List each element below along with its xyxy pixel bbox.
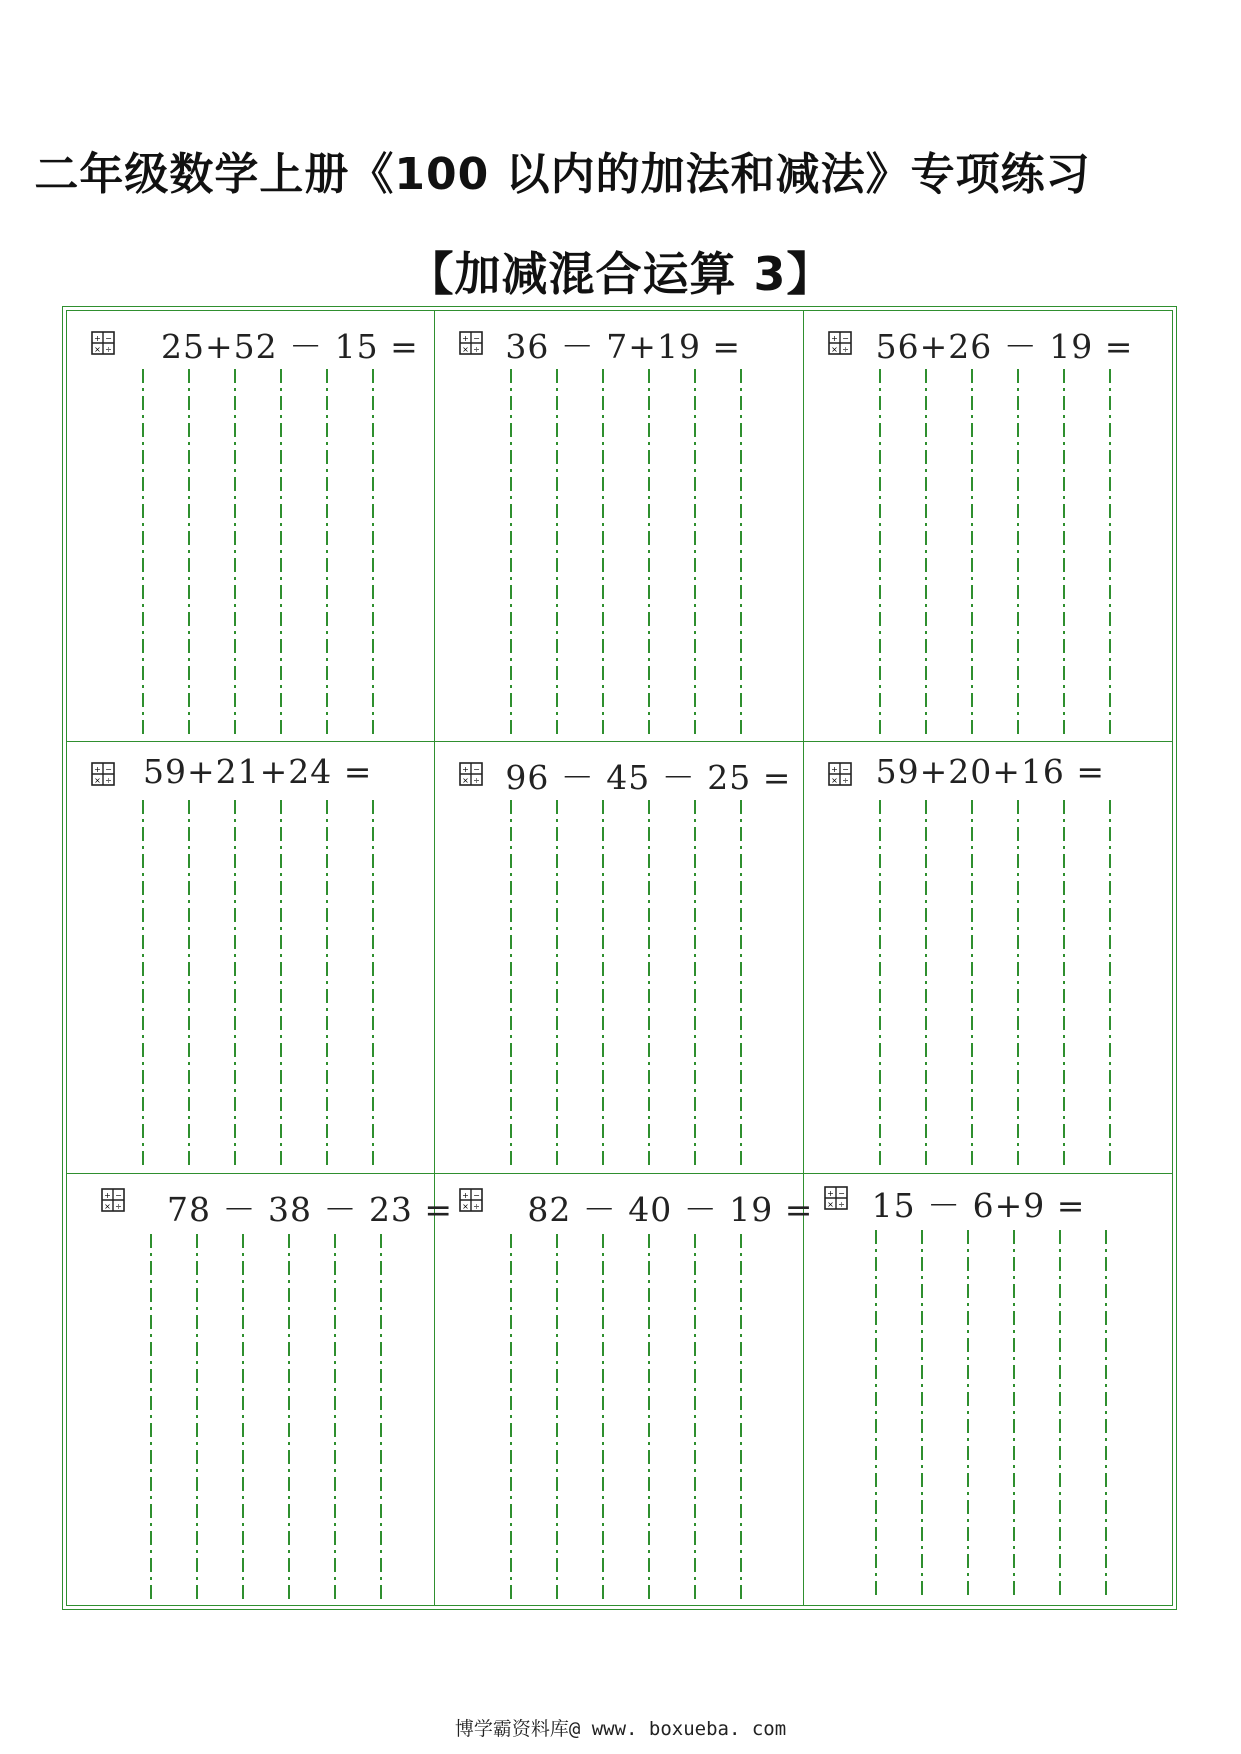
problem-text: 59+20+16 = [875,752,1106,792]
guide-lines [137,800,377,1170]
guide-lines [505,369,745,739]
svg-text:+: + [830,334,838,343]
calculator-icon [824,1186,848,1210]
problem-text: 96 － 45 － 25 = [505,758,792,798]
page-title: 二年级数学上册《100 以内的加法和减法》专项练习 [34,149,1091,200]
guide-lines [874,369,1114,739]
svg-text:×: × [462,1201,470,1211]
problem-cell [435,742,803,1173]
svg-text:×: × [830,345,838,354]
svg-text:−: − [841,334,849,343]
svg-text:+: + [94,334,101,343]
svg-text:−: − [105,765,112,775]
svg-text:+: + [826,1188,834,1198]
svg-text:−: − [841,765,849,775]
page-subtitle: 【加减混合运算 3】 [407,247,834,301]
svg-text:×: × [462,776,470,786]
problem-cell [804,1174,1172,1605]
problem-cell [804,311,1172,742]
svg-text:+: + [830,765,838,775]
svg-text:÷: ÷ [115,1201,122,1211]
problem-text: 36 － 7+19 = [505,327,742,366]
problem-text: 56+26 － 19 = [875,327,1134,366]
calculator-icon [828,331,852,355]
svg-text:÷: ÷ [473,345,481,354]
svg-text:÷: ÷ [841,776,849,786]
problem-text: 78 － 38 － 23 = [167,1189,454,1229]
svg-text:−: − [837,1188,845,1198]
svg-text:×: × [462,345,470,354]
calculator-icon [459,331,483,355]
guide-lines [874,800,1114,1170]
problem-text: 59+21+24 = [143,752,373,792]
calculator-icon [459,762,483,786]
problem-text: 82 － 40 － 19 = [527,1189,814,1229]
problem-cell [67,1174,454,1605]
calculator-icon [91,762,115,786]
svg-text:+: + [462,765,470,775]
svg-text:−: − [473,765,481,775]
svg-text:+: + [94,765,101,775]
svg-text:+: + [462,1190,470,1200]
svg-text:−: − [473,1190,481,1200]
svg-text:×: × [830,776,838,786]
svg-text:÷: ÷ [473,776,481,786]
svg-text:÷: ÷ [105,776,112,786]
svg-text:−: − [105,334,112,343]
problem-cell [67,742,435,1173]
svg-text:÷: ÷ [837,1199,845,1209]
svg-text:×: × [94,776,101,786]
problem-cell [804,742,1172,1173]
calculator-icon [828,762,852,786]
svg-text:−: − [473,334,481,343]
guide-lines [505,800,745,1170]
problem-text: 25+52 － 15 = [161,327,419,366]
svg-text:÷: ÷ [473,1201,481,1211]
footer-watermark: 博学霸资料库@ www. boxueba. com [454,1718,787,1740]
guide-lines [505,1234,745,1604]
problem-cell [67,311,435,742]
calculator-icon [101,1188,125,1212]
svg-text:−: − [115,1190,122,1200]
guide-lines [870,1230,1110,1600]
svg-text:×: × [104,1201,111,1211]
problem-cell [435,1174,814,1605]
svg-text:+: + [462,334,470,343]
worksheet-grid [66,310,1173,1606]
problem-cell [435,311,803,742]
guide-lines [137,369,377,739]
svg-text:÷: ÷ [841,345,849,354]
calculator-icon [459,1188,483,1212]
svg-text:×: × [826,1199,834,1209]
problem-text: 15 － 6+9 = [871,1185,1086,1225]
guide-lines [145,1234,385,1604]
svg-text:+: + [104,1190,111,1200]
svg-text:÷: ÷ [105,345,112,354]
svg-text:×: × [94,345,101,354]
calculator-icon [91,331,115,355]
